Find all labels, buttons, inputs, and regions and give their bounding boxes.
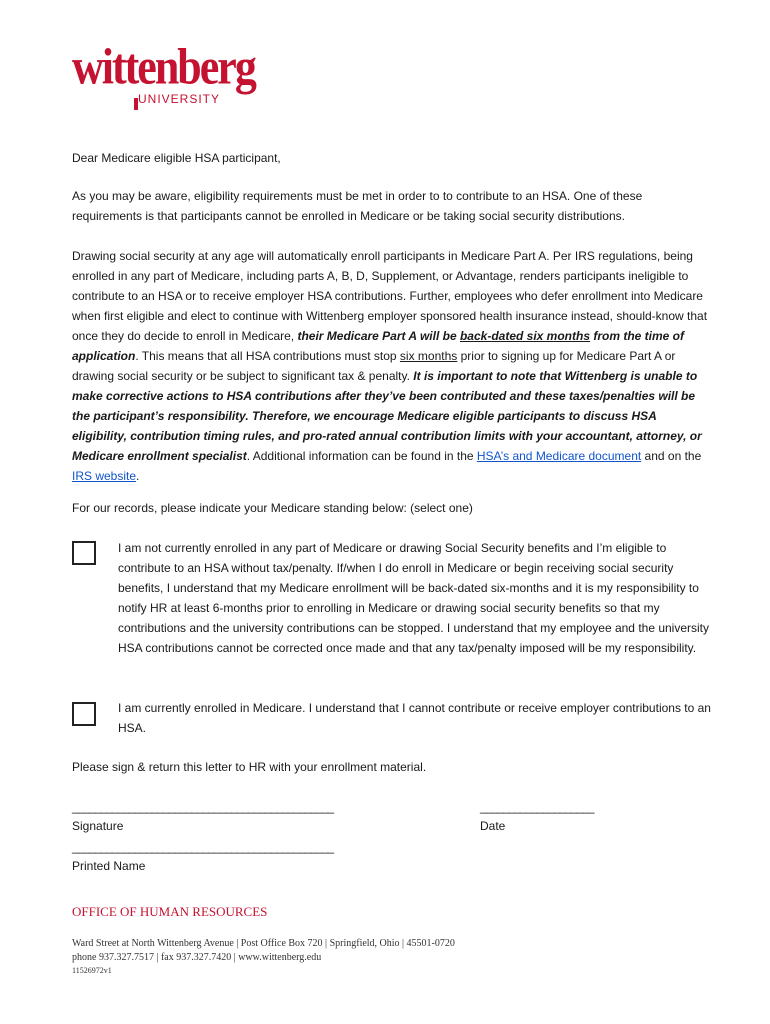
logo-university: UNIVERSITY <box>138 92 221 106</box>
p2-text-1: Drawing social security at any age will automatically enroll participants in Medicare Part A. Per IRS regulations, being enrolled in any part of Medicare, including parts A, B, D, Supplement, or Advantage, renders participants ineligible to contribute to an HSA or to receive employer HSA contributions. Further, employees who defer enrollment into Medicare when first eligible and elect to continue with Wittenberg employer sponsored health insurance instead, should-know that once they do decide to enroll in Medicare, <box>72 249 708 343</box>
p2-text-4: . Additional information can be found in the <box>246 449 477 463</box>
logo-wordmark: wittenberg <box>72 38 255 96</box>
irs-website-link[interactable]: IRS website <box>72 469 137 483</box>
p2-text-5: and on the <box>641 449 702 463</box>
p2-text-2: . This means that all HSA contributions must stop <box>135 349 400 363</box>
return-note: Please sign & return this letter to HR with your enrollment material. <box>72 760 427 774</box>
checkbox-not-enrolled[interactable] <box>72 541 96 565</box>
p2-text-6: . <box>136 469 140 483</box>
date-line[interactable]: ____________________ <box>480 800 594 814</box>
date-label: Date <box>480 819 506 833</box>
p2-text-3: prior to signing up for Medicare Part A or drawing social security or be subject to significant tax & penalty. <box>72 349 676 383</box>
p2-bold-underline: back-dated six months <box>459 329 590 343</box>
signature-line[interactable]: ______________________________________________ <box>72 800 333 814</box>
signature-label: Signature <box>72 819 124 833</box>
salutation: Dear Medicare eligible HSA participant, <box>72 151 281 165</box>
p2-bold-warning: It is important to note that Wittenberg is unable to make corrective actions to HSA contributions after they’ve been contributed and these taxes/penalties will be the participant’s responsibility. Therefore, we encourage Medicare eligible participants to discuss HSA eligibility, contribution timing rules, and pro-rated annual contribution limits with your accountant, attorney, or Medicare enrollment specialist <box>72 369 702 463</box>
document-id: 11526972v1 <box>72 966 112 975</box>
paragraph-eligibility: As you may be aware, eligibility requirements must be met in order to to contribute to an HSA. One of these requirements is that participants cannot be enrolled in Medicare or be taking social security distributions. <box>72 189 643 223</box>
footer-address: Ward Street at North Wittenberg Avenue | Post Office Box 720 | Springfield, Ohio | 45501-0720 <box>72 938 455 949</box>
paragraph-social-security <box>72 246 712 486</box>
checkbox-enrolled[interactable] <box>72 702 96 726</box>
p2-bold-1: their Medicare Part A will be <box>297 329 460 343</box>
p2-underline-six-months: six months <box>399 349 458 363</box>
hsa-medicare-document-link[interactable]: HSA’s and Medicare document <box>476 449 642 463</box>
printed-name-label: Printed Name <box>72 859 146 873</box>
footer-contact: phone 937.327.7517 | fax 937.327.7420 | www.wittenberg.edu <box>72 952 322 963</box>
records-prompt: For our records, please indicate your Medicare standing below: (select one) <box>72 501 473 515</box>
option-enrolled-text: I am currently enrolled in Medicare. I understand that I cannot contribute or receive employer contributions to an HSA. <box>118 701 711 735</box>
p2-bold-2: from the time of application <box>72 329 685 363</box>
wittenberg-logo <box>72 38 255 110</box>
option-not-enrolled-text: I am not currently enrolled in any part of Medicare or drawing Social Security benefits and I’m eligible to contribute to an HSA without tax/penalty. If/when I do enroll in Medicare or begin receiving social security benefits, I understand that my Medicare enrollment will be back-dated six-months and it is my responsibility to notify HR at least 6-months prior to enrolling in Medicare or drawing social security benefits so that my contributions and the university contributions can be stopped. I understand that my employee and the university HSA contributions cannot be corrected once made and that any tax/penalty imposed will be my responsibility. <box>118 541 710 655</box>
office-title: OFFICE OF HUMAN RESOURCES <box>72 904 268 919</box>
printed-name-line[interactable]: ______________________________________________ <box>72 840 333 854</box>
